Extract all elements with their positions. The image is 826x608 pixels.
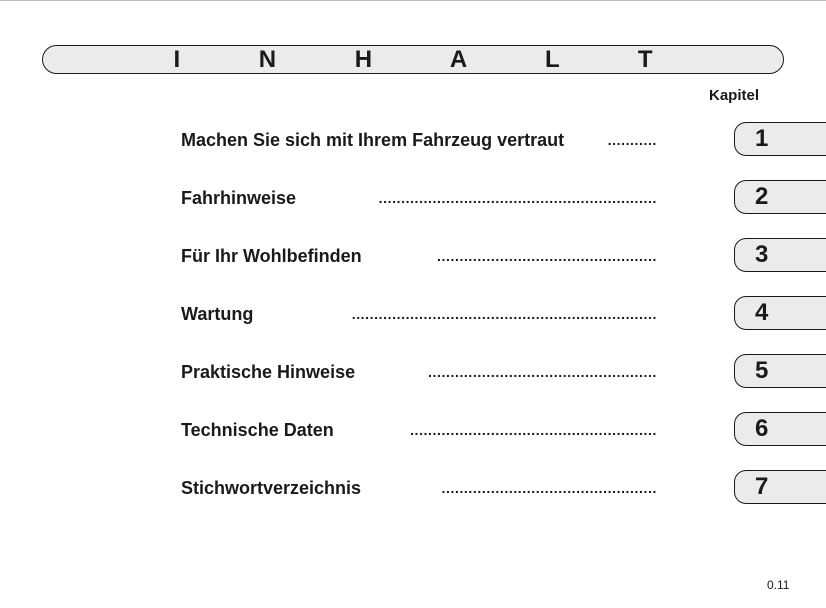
toc-leader-dots: ................................................... [428, 364, 657, 380]
page-title: I N H A L T [173, 45, 689, 73]
toc-entry-6[interactable] [0, 412, 826, 448]
toc-leader-dots: ................................................. [437, 248, 657, 264]
toc-entry-title[interactable]: Wartung [181, 304, 254, 324]
chapter-tab[interactable] [734, 122, 826, 156]
toc-leader-dots: ................................................ [441, 480, 657, 496]
chapter-column-label: Kapitel [709, 87, 760, 104]
chapter-number: 7 [755, 473, 769, 500]
chapter-tab[interactable] [734, 296, 826, 330]
toc-entry-2[interactable] [0, 180, 826, 216]
chapter-tab[interactable] [734, 470, 826, 504]
toc-entry-title[interactable]: Praktische Hinweise [181, 362, 356, 382]
chapter-number: 1 [755, 125, 769, 152]
toc-entry-4[interactable] [0, 296, 826, 332]
chapter-number: 5 [755, 357, 769, 384]
toc-entry-5[interactable] [0, 354, 826, 390]
chapter-tab[interactable] [734, 354, 826, 388]
chapter-number: 2 [755, 183, 769, 210]
toc-entry-title[interactable]: Fahrhinweise [181, 188, 297, 208]
toc-entry-title[interactable]: Stichwortverzeichnis [181, 478, 362, 498]
top-divider [0, 0, 826, 1]
toc-entry-title[interactable]: Machen Sie sich mit Ihrem Fahrzeug vertraut [181, 130, 565, 150]
toc-leader-dots: ....................................................... [410, 422, 657, 438]
chapter-tab[interactable] [734, 412, 826, 446]
toc-entry-title[interactable]: Für Ihr Wohlbefinden [181, 246, 362, 266]
title-banner [42, 45, 784, 74]
toc-entry-title[interactable]: Technische Daten [181, 420, 334, 440]
toc-entry-7[interactable] [0, 470, 826, 506]
page-number: 0.11 [767, 578, 790, 592]
chapter-number: 4 [755, 299, 769, 326]
chapter-number: 6 [755, 415, 769, 442]
toc-leader-dots: .................................................................... [351, 306, 657, 322]
toc-entry-3[interactable] [0, 238, 826, 274]
chapter-tab[interactable] [734, 238, 826, 272]
toc-leader-dots: ........... [607, 132, 657, 148]
toc-leader-dots: .............................................................. [378, 190, 657, 206]
toc-entry-1[interactable] [0, 122, 826, 158]
chapter-number: 3 [755, 241, 769, 268]
chapter-tab[interactable] [734, 180, 826, 214]
